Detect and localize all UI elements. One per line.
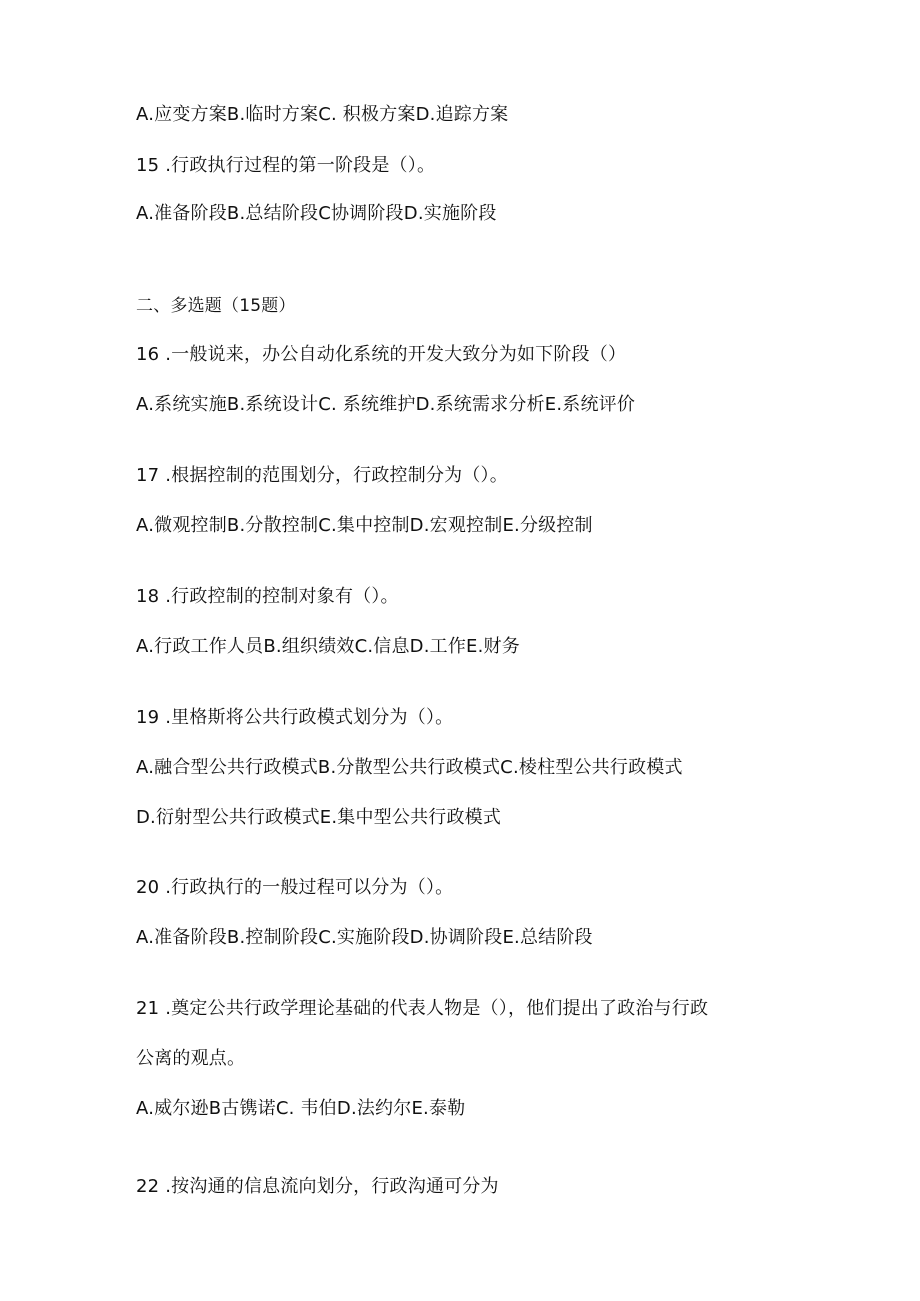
q19-options-line-1: A.融合型公共行政模式B.分散型公共行政模式C.棱柱型公共行政模式 (136, 757, 683, 778)
section-heading-multiple-choice: 二、多选题（15题） (136, 296, 296, 316)
q16-options: A.系统实施B.系统设计C. 系统维护D.系统需求分析E.系统评价 (136, 394, 636, 415)
q21-options: A.威尔逊B古镌诺C. 韦伯D.法约尔E.泰勒 (136, 1098, 466, 1119)
q22-question: 22 .按沟通的信息流向划分，行政沟通可分为 (136, 1176, 499, 1197)
q18-options: A.行政工作人员B.组织绩效C.信息D.工作E.财务 (136, 636, 520, 657)
q19-options-line-2: D.衍射型公共行政模式E.集中型公共行政模式 (136, 807, 502, 828)
q19-question: 19 .里格斯将公共行政模式划分为（）。 (136, 707, 454, 728)
q21-question-line-1: 21 .奠定公共行政学理论基础的代表人物是（），他们提出了政治与行政 (136, 998, 709, 1019)
q16-question: 16 .一般说来，办公自动化系统的开发大致分为如下阶段（） (136, 344, 627, 365)
q20-options: A.准备阶段B.控制阶段C.实施阶段D.协调阶段E.总结阶段 (136, 927, 593, 948)
q21-question-line-2: 公离的观点。 (136, 1048, 246, 1069)
q17-options: A.微观控制B.分散控制C.集中控制D.宏观控制E.分级控制 (136, 515, 593, 536)
q18-question: 18 .行政控制的控制对象有（）。 (136, 586, 399, 607)
q17-question: 17 .根据控制的范围划分，行政控制分为（）。 (136, 465, 508, 486)
q20-question: 20 .行政执行的一般过程可以分为（）。 (136, 877, 454, 898)
q15-options: A.准备阶段B.总结阶段C协调阶段D.实施阶段 (136, 203, 497, 224)
q14-options: A.应变方案B.临时方案C. 积极方案D.追踪方案 (136, 104, 509, 125)
q15-question: 15 .行政执行过程的第一阶段是（）。 (136, 155, 436, 176)
